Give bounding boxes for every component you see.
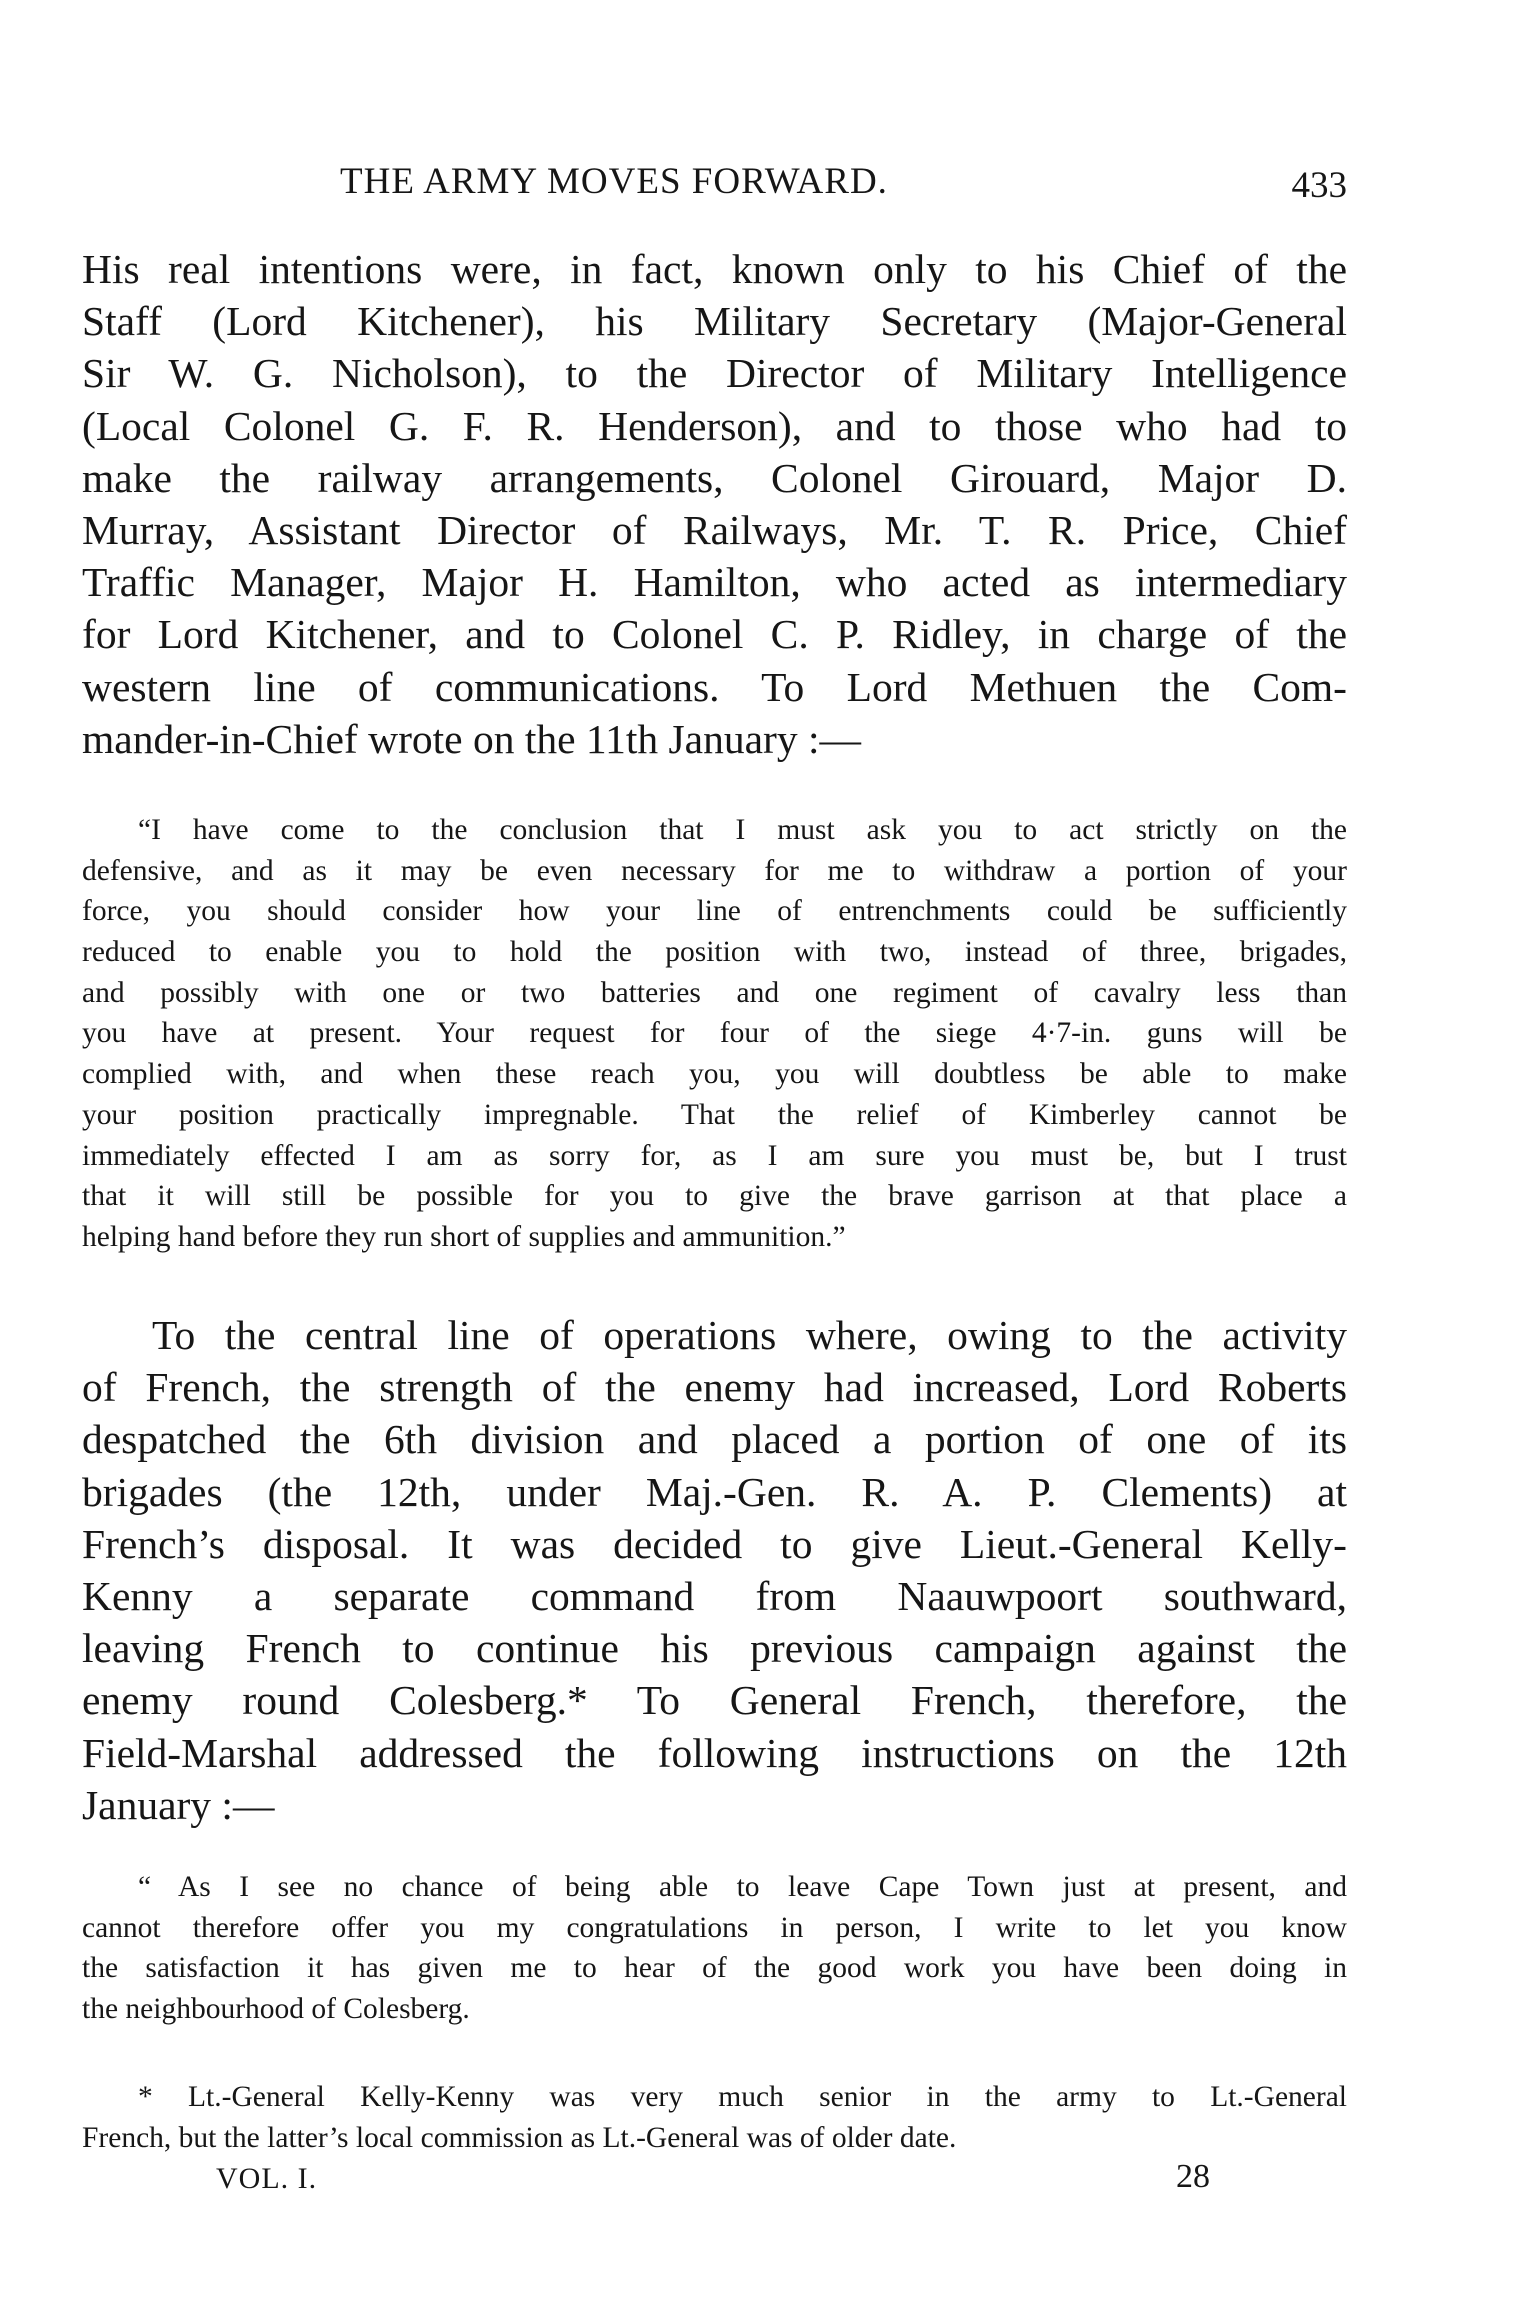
text-line: reduced to enable you to hold the position with two, instead of three, brigades, (82, 936, 1347, 969)
text-line: force, you should consider how your line of entrenchments could be sufficiently (82, 895, 1347, 928)
quoted-letter-methuen (82, 810, 1347, 1258)
text-line: (Local Colonel G. F. R. Henderson), and to those who had to (82, 402, 1347, 449)
text-line: complied with, and when these reach you, you will doubtless be able to make (82, 1058, 1347, 1091)
running-title: THE ARMY MOVES FORWARD. (340, 161, 888, 202)
text-line: “ As I see no chance of being able to leave Cape Town just at present, and (138, 1871, 1347, 1903)
text-line: you have at present. Your request for four of the siege 4·7-in. guns will be (82, 1017, 1347, 1050)
text-line: January :— (82, 1781, 275, 1828)
text-line: enemy round Colesberg.* To General French, therefore, the (82, 1677, 1347, 1724)
text-line: Staff (Lord Kitchener), his Military Secretary (Major-General (82, 298, 1347, 345)
text-line: “I have come to the conclusion that I must ask you to act strictly on the (138, 814, 1347, 846)
text-line: make the railway arrangements, Colonel Girouard, Major D. (82, 454, 1347, 501)
paragraph-central-line (82, 1309, 1347, 1831)
page-number: 433 (1291, 165, 1347, 206)
running-header (82, 160, 1347, 210)
text-line: Murray, Assistant Director of Railways, Mr. T. R. Price, Chief (82, 506, 1347, 553)
signature-volume: VOL. I. (216, 2162, 318, 2195)
text-line: for Lord Kitchener, and to Colonel C. P. Ridley, in charge of the (82, 611, 1347, 658)
text-line: His real intentions were, in fact, known only to his Chief of the (82, 246, 1347, 292)
text-line: Sir W. G. Nicholson), to the Director of Military Intelligence (82, 350, 1347, 397)
text-line: defensive, and as it may be even necessary for me to withdraw a portion of your (82, 854, 1347, 887)
text-line: that it will still be possible for you to give the brave garrison at that place a (82, 1180, 1347, 1213)
text-line: French’s disposal. It was decided to give Lieut.-General Kelly- (82, 1520, 1347, 1567)
text-line: helping hand before they run short of supplies and ammunition.” (82, 1220, 846, 1253)
text-line: Field-Marshal addressed the following instructions on the 12th (82, 1729, 1347, 1776)
text-line: Traffic Manager, Major H. Hamilton, who acted as intermediary (82, 559, 1347, 606)
text-line: despatched the 6th division and placed a portion of one of its (82, 1416, 1347, 1463)
text-line: your position practically impregnable. That the relief of Kimberley cannot be (82, 1098, 1347, 1131)
text-line: To the central line of operations where, owing to the activity (152, 1312, 1347, 1358)
text-line: the satisfaction it has given me to hear of the good work you have been doing in (82, 1952, 1347, 1985)
quoted-letter-french (82, 1867, 1347, 2030)
text-line: French, but the latter’s local commission as Lt.-General was of older date. (82, 2121, 957, 2154)
signature-sheet-number: 28 (1176, 2158, 1210, 2195)
paragraph-continued (82, 243, 1347, 765)
text-line: of French, the strength of the enemy had increased, Lord Roberts (82, 1364, 1347, 1411)
text-line: cannot therefore offer you my congratulations in person, I write to let you know (82, 1911, 1347, 1944)
text-line: * Lt.-General Kelly-Kenny was very much senior in the army to Lt.-General (138, 2081, 1347, 2113)
text-line: the neighbourhood of Colesberg. (82, 1993, 470, 2026)
text-line: western line of communications. To Lord Methuen the Com- (82, 663, 1347, 710)
text-line: leaving French to continue his previous campaign against the (82, 1625, 1347, 1672)
text-line: brigades (the 12th, under Maj.-Gen. R. A. P. Clements) at (82, 1468, 1347, 1515)
text-line: mander-in-Chief wrote on the 11th January :— (82, 715, 861, 762)
footnote (82, 2077, 1347, 2158)
text-line: and possibly with one or two batteries and one regiment of cavalry less than (82, 976, 1347, 1009)
text-line: immediately effected I am as sorry for, as I am sure you must be, but I trust (82, 1139, 1347, 1172)
text-line: Kenny a separate command from Naauwpoort southward, (82, 1572, 1347, 1619)
